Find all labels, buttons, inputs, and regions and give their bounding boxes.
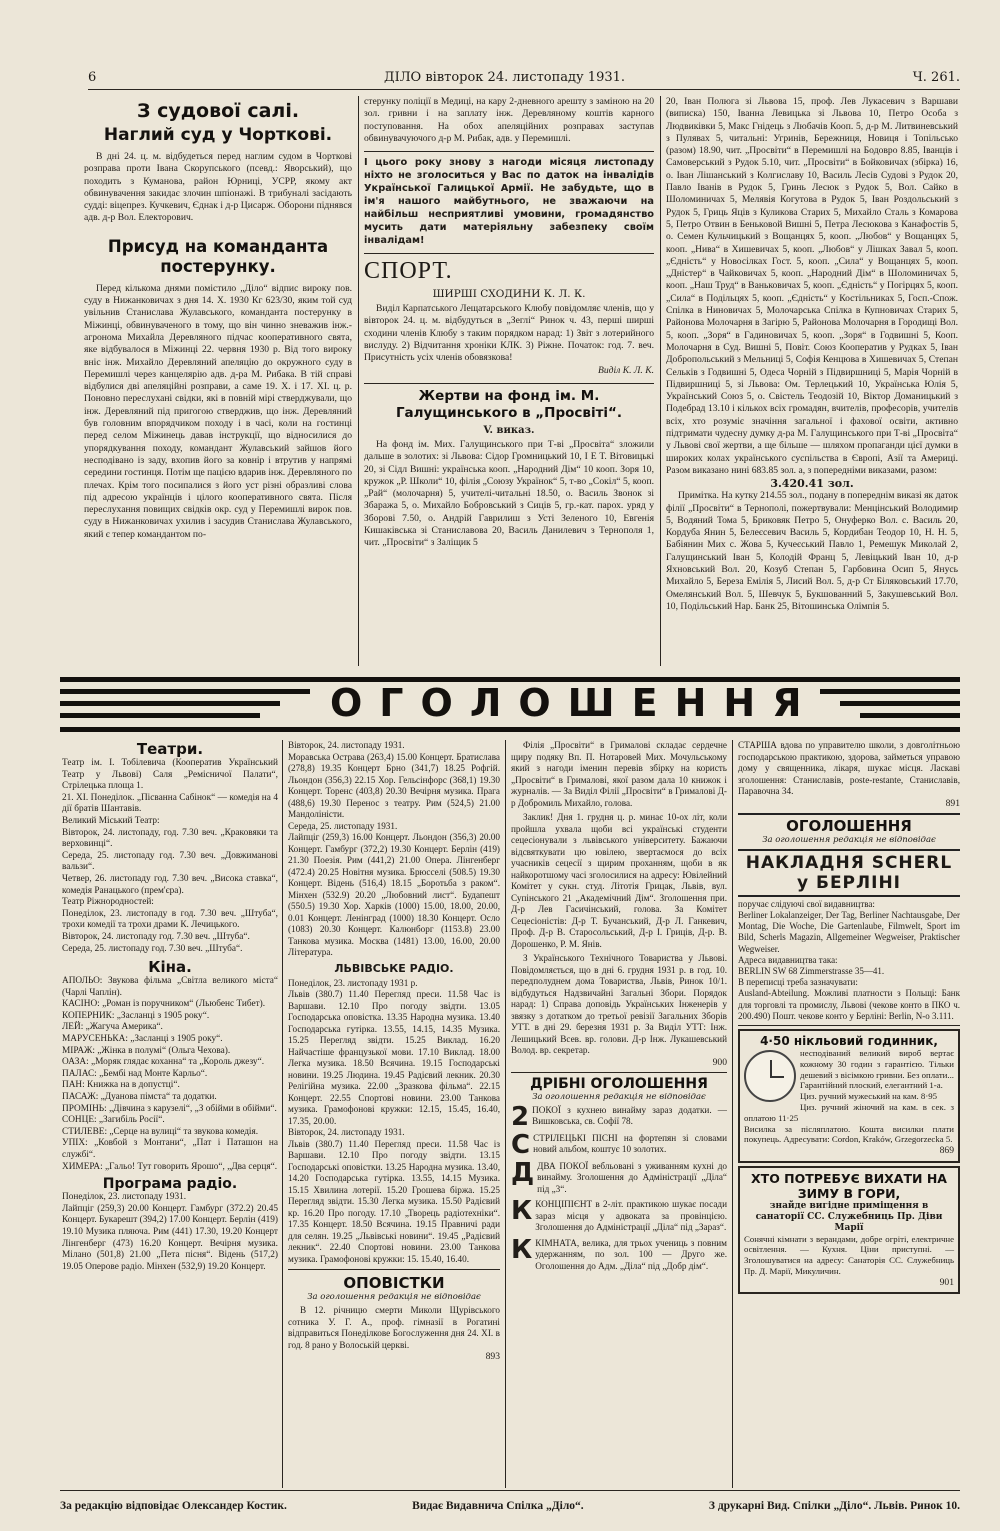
notice-number: 900: [712, 1056, 727, 1068]
drop-cap: 2: [511, 1104, 530, 1129]
paragraph: В дні 24. ц. м. відбудеться перед наглим судом в Чорткові розправа проти Івана Скорупського (псевд.: Яворський), що походить з Куманова, район Юрниці, УСРР, якому акт обвинувачення закидає злочин шпіонажі. В трибуналі засідають судді: віцепрез. Кучкевич, Єднак і д-р Цисарж. Оборони піднявся адв. д-р Вол. Електорович.: [84, 151, 352, 224]
small-ads-title: ДРІБНІ ОГОЛОШЕННЯ: [530, 1075, 708, 1092]
column-rule: [358, 96, 359, 666]
small-ad-text: ДВА ПОКОЇ вебльовані з уживанням кухні до винайму. Зголошення до Адміністрації „Діла“ під „3“.: [537, 1160, 727, 1194]
article-title-chortkiv: Наглий суд у Чорткові.: [103, 125, 333, 145]
lviv-radio-title: ЛЬВІВСЬКЕ РАДІО.: [334, 961, 454, 975]
paragraph: стерунку поліції в Медиці, на кару 2-дневного арешту з заміною на 20 зол. гривни і на заплату інж. Деревляному коштів карного поступовання. На обох апеляційних розправах заступав обвинувачуючого д-р М. Рибак, адв. у Перемишлі.: [364, 96, 654, 144]
small-ad: [511, 1238, 727, 1273]
scherl-title: НАКЛАДНЯ SCHERL у БЕРЛІНІ: [738, 849, 960, 897]
theaters-text: Театр ім. І. Тобілевича (Кооператив Український Театр у Львові) Саля „Ремісничої Палати“, Стрілецька площа 1. 21. XI. Понеділок. „Пісванна Сабінок“ — комедія на 4 дії братів Шантавів. Великий Міський Театр: Вівторок, 24. листопаду, год. 7.30 веч. „Краковяки та верховинці“. Середа, 25. листопаду год. 7.30 веч. „Довжиманові вальзи“. Четвер, 26. листопаду год. 7.30 веч. „Висока ставка“, комедія Ранацького (прем'єра). Театр Ріжнородностей: Понеділок, 23. листопаду в год. 7.30 веч. „Штуба“, трохи комедії та трохи драми К. Лечицького. Вівторок, 24. листопаду год. 7.30 веч. „Штуба“. Середа, 25. листопаду год. 7.30 веч. „Штуба“.: [62, 758, 278, 954]
paragraph: Філія „Просвіти“ в Грималові складає сердечне щиру подяку Вп. П. Нотаровей Мих. Мочульському який з нагоди іменин перевів збірку на користь „Просвіти“ в Грималові, якої разом дала 10 книжок і журналів. — За Виділ Філії „Просвіти“ в Грималові Д-р Добромиль Михайло, голова.: [511, 740, 727, 808]
secession-appeal: [511, 812, 727, 950]
technical-society-notice: [511, 953, 727, 1057]
article-title-verdict: Присуд на команданта постерунку.: [107, 236, 329, 276]
footer-editor: За редакцію відповідає Олександер Костик.: [60, 1500, 287, 1512]
banner-stripe: [60, 713, 260, 718]
fund-subtitle: V. виказ.: [483, 424, 535, 436]
article-text-verdict: [84, 283, 352, 541]
page-number: 6: [88, 70, 97, 85]
paragraph: З Українського Технічного Товариства у Львові. Повідомляється, що в дні 6. грудня 1931 р. в год. 10. передполуднем дома Товариства, Львів, Ринок 10/1. відбудуться Надзвичайні Загальні Збори. Порядок нарад: 1) Справа доповідь Українських Інженерів у звязку з дотатком до третьої ревізії Загальних Зборів УТТ. в дні 29. березня 1931 р. За Виділ УТТ: Інж. Лешицький Всев. вр. голови. Д-р Інж. Лукашевський Волод. вр. секретар.: [511, 953, 727, 1055]
fund-title: Жертви на фонд ім. М. Галущинського в „Просвіті“.: [395, 387, 623, 421]
sanatorium-title: ХТО ПОТРЕБУЄ ВИХАТИ НА ЗИМУ В ГОРИ,: [751, 1170, 947, 1201]
fund-total: 3.420.41 зол.: [770, 477, 854, 491]
page-header: [88, 70, 960, 90]
sanatorium-number: 901: [939, 1276, 954, 1288]
column-rule: [660, 96, 661, 666]
section-title-court: З судової салі.: [136, 100, 300, 122]
footer-printer: З друкарні Вид. Спілки „Діло“. Львів. Ринок 10.: [708, 1500, 960, 1512]
announcement-number: 893: [485, 1351, 500, 1362]
banner-stripe: [840, 701, 960, 706]
column-rule: [505, 740, 506, 1488]
watch-ad: [738, 1029, 960, 1162]
ads-banner: [60, 673, 960, 733]
radio-title: Програма радіо.: [102, 1176, 238, 1193]
small-ads-disclaimer: За оголошення редакція не відповідає: [532, 1091, 706, 1102]
column-rule: [732, 740, 733, 1488]
banner-stripe: [60, 727, 960, 732]
fund-list: [666, 96, 958, 477]
divider: [364, 253, 654, 254]
divider: [738, 1025, 960, 1026]
paragraph: В 12. річницю смерти Миколи Щурівського сотника У. Г. А., проф. гімназії в Рогатині відправиться Понеділкове Богослуження дня 24. XI. в год. 8 рано у Волоській церкві.: [288, 1305, 500, 1350]
cinema-title: Кіна.: [148, 958, 192, 977]
ads-banner-title: ОГОЛОШЕННЯ: [330, 681, 819, 725]
paragraph: На фонд ім. Мих. Галущинського при Т-ві „Просвіта“ зложили дальше в золотих: зі Львова: Сідор Громницький 10, І Е Т. Вітовицькі 20, зі Сідл Вишні: українська кооп. „Народний Дім“ 10 кооп. Зоря 10, кружок „Р. Школи“ 10, філія „Союзу Українок“ 5, т-во „Сокіл“ 5, кооп. „Рай“ (молочарня) 5, учителі-читальні 18.50, о. Василь Звонок зі Збаража 5, о. Михайло Бобровський з Сиців 5, гр.-кат. парох. уряд у Зборові 7.50, о. Андрій Гаврилиш з Усті Зеленого 10, Евгенія Кишаківська зі Станиславова 20, Василь Данилевич з Тернополя 1, чит. „Просвіти“ з Заліщик 5: [364, 438, 654, 549]
fund-text: [364, 439, 654, 550]
divider: [511, 1072, 727, 1073]
article-text-chortkiv: [84, 151, 352, 225]
paragraph: Заклик! Дня 1. грудня ц. р. минає 10-ох літ, коли пройшла ухвала щоби всі українські студенти сецесіонували з львівського університету. Бажаючи відсвяткувати цю ювілею, звертаємося до всіх учасників сецесії з щирим проханням, щоби в як найкоротшому часі зголосилися на адресу: Ювілейний Комітет у сукн. студ. Літотія Грицак, Львів, вул. Супінського 21 „Академічний Дім“. Зголошення при. Д-р Лев Гасичінський, голова. За Комітет Сецесіоністів: Д-р Т. Бучанський, Д-р Л. Ганкевич, Проф. Д-р В. Старосольський, Д-р І. Гриців, Д-р. В. Дорошенко, Р. М. Янів.: [511, 812, 727, 949]
issue-number: Ч. 261.: [912, 70, 960, 85]
ad-number: 891: [945, 797, 960, 809]
sanatorium-ad: [738, 1166, 960, 1294]
small-ad-text: СТРІЛЕЦЬКІ ПІСНІ на фортепян зі словами новий альбом, коштує 10 золотих.: [533, 1132, 727, 1155]
pocket-watch-icon: [744, 1050, 796, 1102]
ads-column-4: [738, 740, 960, 1488]
divider: [364, 383, 654, 384]
paragraph: Виділ Карпатського Лещатарського Клюбу повідомляє членів, що у вівторок 24. ц. м. відбудуться в „Зеглі“ Ринок ч. 43, перші ширші сходини членів Клюбу з таким порядком нарад: 1) Звіт з лотерийного вислуду. 2) Відчитання хроніки КЛК. 3) Ріжне. Початок: год. 7. веч. Присутність усіх членів обовязкова!: [364, 303, 654, 364]
announcements-text: [288, 1305, 500, 1351]
announcements-header: ОГОЛОШЕННЯ: [738, 813, 960, 835]
paragraph: 20, Іван Полюга зі Львова 15, проф. Лев Лукасевич з Варшави (виписка) 150, Іванна Левицька зі Львова 10, Петро Особа з Людвиківки 5, Макс Гнідець з Любачів Кооп. 5, д-р М. Литвиневський з Пулявах 5, читальні: Угринів, Бережниця, Новиця і Топільсько (разом) 18.90, чит. „Просвіти“ в Перемишлі на Бодовро 8.85, Іванців і Самоверський з Рудок 5.10, чит. „Просвіти“ в Бойковичах (збірка) 16, о. Іван Лішанський з Колгиславу 10, Василь Лесів Судові з Рудок 20, Павло Іванів в Рудок 5, Гринь Лесюк з Рудок 5, Вол. Сайко в Шоломиничах 5, Мелявія Когутова в Рудок 5, Іван Роздольський з Рудок 5, Гриць Яців з Куликова Старих 5, Михайло Сталь з Комарова 5, Петро Отвин в Беньковой Вишні 5, Петра Лесюкова з Канафостів 5, о. Семен Кульчицький з Вощанцях 5, кооп. „Любов“ у Вощанцях 5, кооп. „Нива“ в Хишевичах 5, кооп. „Любов“ у Лішках Завал 5, кооп. „Єдність“ у Новосілках Гост. 5, кооп. „Сила“ у Вощанцях 5, кооп. „Дністер“ в Чайковичах 5, кооп. „Народний Дім“ в Шоломиничах 5, кооп. „Наш Труд“ в Ваньковичах 5, кооп. „Єдність“ у Погірцях 5, кооп. „Сила“ в Подільцях 5, кооп. „Єдність“ у Костільниках 5, Госп.-Спож. Спілка в Ниновичах 5, Молочарська Спілка в Купновичах Старих 5, Районова Молочарня в Загірю 5, Районова Молочарня в Городищі Вол. 5, кооп. „Зоря“ в Гадиновичах 5, кооп. „Зоря“ в Годвишні 5, Кооп. Молочарня в Суд. Вишні 5, Повіт. Союз Кооператив у Рудках 5, Іван Добропольський з Мельниці 5, Софія Кенцюва в Хишевичах 5, Степан Сельків з Годвишні 5, Одеса Чорній з Підвиршниці 5, Марія Чорній в Підвиршниці 5, зі Львова: Ом. Терлецький 10, Українська Юлія 5, Український Союз 5, о. Свістель Теодозій 10, Віктор Доманицький з Подебрад 13.10 і кількох всіх громадян, вчителів, професорів, учителів всіх, хто розуміє значіння загальної і фахової освіти, активно підтримати чудесну думку д-ра М. Галущинського при Т-ві „Просвіта“ у Львові свої жертви, а ще більше — шляхом пропаганди цієї думки в широких колах українського суспільства в Європі, Азії та Америці. Разом виказано нині 683.85 зол. а, з попередніми виказами, разом:: [666, 96, 958, 476]
banner-stripe: [60, 689, 310, 694]
small-ad-text: ПОКОЇ з кухнею винайму зараз додатки. — Вишковська, св. Софії 78.: [532, 1104, 727, 1127]
drop-cap: С: [511, 1132, 531, 1157]
paragraph: СТАРША вдова по управителю школи, з довголітньою господарською практикою, здорова, займеться управою дому у священника, лікаря, шукає місця. Ласкаві зголошення: Станиславів, poste-restante, Станиславів, Паравочна 34.: [738, 740, 960, 796]
small-ad: [511, 1199, 727, 1234]
footer-publisher: Видає Видавнича Спілка „Діло“.: [412, 1500, 584, 1512]
article-continuation: [364, 96, 654, 145]
watch-ad-text: несподіваний великий вироб вертає кожному 30 годин з гарантією. Тільки дешевий з вісімкою гривни. Без оплати... Гарантійний плоский, елегантний 1-а. Циз. ручний мужеський на кам. 8·95 Циз. ручний жіночий на кам. в сек. з оплатою 11·25 Висилка за післяплатою. Кошта висилки плати покупець. Адресувати: Cordon, Kraków, Grzegorzecka 5.: [744, 1048, 954, 1145]
widow-ad: [738, 740, 960, 798]
small-ad: [511, 1161, 727, 1196]
drop-cap: К: [511, 1237, 533, 1265]
announcements-disclaimer: За оголошення редакція не відповідає: [307, 1292, 481, 1302]
ads-column-3: [511, 740, 727, 1488]
page-footer: [60, 1494, 960, 1518]
divider: [364, 151, 654, 152]
small-ad-text: КОНЦІПІЄНТ в 2-літ. практикою шукає посади зараз місця у адвоката за провінцією. Зголошення до Адміністрації „Діла“ під „Зараз“.: [535, 1199, 727, 1233]
small-ad-text: КІМНАТА, велика, для трьох учениць з повним удержанням, по зол. 100 — Друго же. Оголошення до Адм. „Діла“ під „Добр дім“.: [535, 1237, 727, 1271]
announcements-header-disclaimer: За оголошення редакція не відповідає: [762, 834, 936, 845]
scherl-text: поручає слідуючі свої видавництва: Berliner Lokalanzeiger, Der Tag, Berliner Nachtausgabe, Der Montag, Die Woche, Die Gartenlaube, Filmwelt, Sport im Bild, Scherls Magazin, Allgemeiner Wegweiser, Praktischer Wegweiser. Адреса видавництва така: BERLIN SW 68 Zimmerstrasse 35—41. В переписці треба зазначувати: Ausland-Abteilung. Можливі платности з Польщі: Банк для торговлі та промислу, Львові (чекове конто в ПКО ч. 200.490) Пошт. чекове конто у Берліні: Berlin, N-o 3.111.: [738, 898, 960, 1021]
article-column-2: [364, 96, 654, 666]
theaters-title: Театри.: [136, 740, 204, 758]
article-column-3: [666, 96, 958, 666]
sanatorium-text: Сонячні кімнати з верандами, добре огріті, електричне освітлення. — Кухня. Ціни приступні. — Зголошуватися на адресу: Санаторія СС. Служебниць Пр. Д. Марії, Микуличин.: [744, 1233, 954, 1276]
fund-note: [666, 490, 958, 613]
drop-cap: К: [511, 1199, 533, 1227]
ads-column-2: [288, 740, 500, 1488]
banner-stripe: [60, 701, 280, 706]
radio-program-text: Вівторок, 24. листопаду 1931. Моравська Острава (263,4) 15.00 Концерт. Братислава (278,8) 19.35 Концерт Брно (341,7) 18.25 Рофгій. Льондон (356,3) 22.15 Хор. Гельсінфорс (368,1) 19.30 Концерт. Торенс (403,8) 20.30 Вечірня музика. Прага (488,6) 19.30 Перенос з театру. Рим (524,5) 21.00 Мандоліністи. Середа, 25. листопаду 1931. Лайпціг (259,3) 16.00 Концерт. Льондон (356,3) 20.00 Концерт. Гамбург (372,2) 19.30 Концерт. Берлін (419) 21.30 Поезія. Рим (441,2) 21.00 Опера. Лінгенберг (472.4) 20.25 Новітня музика. Брюсселі (508.5) 19.30 Концерт. Відень (516,4) 18.15 „Боротьба з раком“. Мінхен (532.9) 20.20 „Любовний лист“. Будапешт (550.5) 19.30 Хор. Харків (1000) 15.00, 18.00, 20.00, 0.01 Концерт. Ленінград (1000) 18.30 Концерт. Осло (1083) 20.30 Концерт. Калюнборг (1153.8) 23.00 Танкова музика. Москва (1481) 13.00, 16.00, 20.00 Література.: [288, 740, 500, 957]
drop-cap: Д: [511, 1160, 535, 1188]
banner-stripe: [860, 713, 960, 718]
sport-subtitle: ШИРШІ СХОДИНИ К. Л. К.: [432, 288, 586, 301]
sport-signature: Виділ К. Л. К.: [598, 364, 654, 376]
radio-text: Понеділок, 23. листопаду 1931. Лайпціг (259,3) 20.00 Концерт. Гамбург (372.2) 20.45 Концерт. Букарешт (394,2) 17.00 Концерт. Берлін (419) 19.10 Музика пляюча. Рим (441) 17.30, 19.20 Концерт Лінгенберг (473) 16.20 Концерт. Вечірня музика. Мілано (501,8) 21.00 „Пета пісня“. Відень (517,2) 19.05 Оперове радіо. Мінхен (532,9) 19.20 Концерт.: [62, 1192, 278, 1272]
sport-text: [364, 303, 654, 364]
cinema-text: АПОЛЬО: Звукова фільма „Світла великого міста“ (Чарлі Чаплін). КАСІНО: „Роман із поручником“ (Льюбенс Тибет). КОПЕРНИК: „Засланці з 1905 року“. ЛЕЙ: „Жагуча Америка“. МАРУСЕНЬКА: „Засланці з 1905 року“. МІРАЖ: „Жінка в полумі“ (Ольга Чехова). ОАЗА: „Моряк глядає коханна“ та „Король джезу“. ПАЛАС: „Бембі над Монте Карльо“. ПАН: Книжка на в допустці“. ПАСАЖ: „Дуанова пімста“ та додатки. ПРОМІНЬ: „Дівчина з карузелі“, „З обійми в обійми“. СОНЦЕ: „Загибіль Росії“. СТИЛЕВЕ: „Серце на вулиці“ та звукова комедія. УПІХ: „Ковбой з Монтани“, „Пат і Паташон на службі“. ХИМЕРА: „Гальо! Тут говорить Ярошо“, „Два серця“.: [62, 976, 278, 1172]
watch-ad-number: 869: [939, 1145, 954, 1157]
ads-column-1: [62, 740, 278, 1488]
small-ad: [511, 1105, 727, 1129]
footer-rule: [60, 1490, 960, 1491]
prosvita-thanks: [511, 740, 727, 809]
column-rule: [282, 740, 283, 1488]
masthead: ДІЛО вівторок 24. листопаду 1931.: [384, 70, 626, 85]
sanatorium-subtitle: знайде вигідне приміщення в санаторії СС. Служебниць Пр. Діви Марії: [755, 1200, 943, 1233]
sport-title: СПОРТ.: [364, 258, 453, 285]
lviv-radio-text: Понеділок, 23. листопаду 1931 р. Львів (380.7) 11.40 Перегляд преси. 11.58 Час із Варшави. 12.10 Про погоду звідти. 13.05 Господарська оповістка. 13.35 Народна музика. 13.40 Господарська гутірка. 13.55, 14.15, 14.35 Музика. 15.25 Перегляд звідти. 15.25 Виклад. 16.20 Найчастіше французької мови. 17.10 Виклад. 18.00 Легка музика. 18.50 Всячина. 19.15 Господарські новини. 19.25 Людина. 19.45 Радієвий лекник. 20.30 Релігійна музика. 22.00 „Зразкова фільма“. 22.15 Концерт. 22.55 Спортові новини. 23.00 Танкова музика. Грамофонові кружки: 12.15, 15.45, 16.40, 17.35, 20.00. Вівторок, 24. листопаду 1931. Львів (380.7) 11.40 Перегляд преси. 11.58 Час із Варшави. 12.10 Про погоду звідти. 13.15 Господарські оповістки. 13.25 Народна музика. 13.40, 14.20 Господарська гутірка. 13.55, 14.15 Музика. 15.15 Хвилина лотерії. 15.20 Грошева біржа. 15.25 Перегляд звідти. 15.30 Легка музика. 15.50 Радієвий кр. 16.20 Про погоду. 17.10 „Творець радіотехніки“. 17.35 Концерт. 18.50 Всячина. 19.15 Правничі ради для селян. 19.25 „Львівські новини“. 19.45 „Радієвий лекник“. 22.40 Спортові новини. 23.00 Танкова музика. Грамофонові кружки: 15. 15.40, 16.40.: [288, 977, 500, 1264]
paragraph: Перед кількома днями помістило „Діло“ відпис вироку пов. суду в Нижанковичах з дня 14. X. 1930 Кг 623/30, яким той суд увільнив Станислава Жулавського, команданта постерунку в Міжинці, обвинуваченого в тому, що він чинно зневажив інж.-агронома Михайла Деревляного підчас кооперативного свята, яке відбувалося в Міжинці 22. червня 1930 р. Від того вироку вніс інж. Михайло Деревляний апеляцію до окружного суду в Перемишлі через канцелярію адв. д-ра М. Рибака. В тій справі відбулися дві апеляційні розправи, а саме 19. X. і 17. XI. ц. р. Поновно переслухані свідки, які в повній мірі стверджували, що інж. Деревляний під пригогою стверджив, що інж. Деревляний був головним впорядчиком походу і в часі, коли на гостинці перед селом Міжинець давав інструкції, що відносилися до упорядкування походу, командант Жулавський зайшов його несподівано із заду, вхопив його за ковнір і втрутив у напрямі середини гостинця. Потім ще пацією вдарив інж. Деревляного по плечах. Крім того посипалися з його уст різні образливі слова під адресою українців і цілого кооперативного свята. Після переслухання повищих свідків окр. суд у Перемишлі вирок пов. суду в Нижанковичах ухилив і засудив Станислава Жулавського, який є тепер командантом по-: [84, 282, 352, 540]
divider: [288, 1269, 500, 1270]
article-column-1: [84, 96, 352, 666]
invalids-appeal: І цього року знову з нагоди місяця листопаду ніхто не зголоситься у Вас по даток на інвалідів Української Галицької Армії. Не забудьте, що в ім'я нашого майбутнього, не зважаючи на найбільш несприятливі умовини, громадянство мусить дати матеріяльну забезпеку своїм інвалідам!: [364, 157, 654, 247]
announcements-title: ОПОВІСТКИ: [343, 1274, 445, 1292]
watch-ad-title: 4·50 нікльовий годинник,: [760, 1034, 938, 1049]
paragraph: Примітка. На кутку 214.55 зол., подану в попереднім виказі як даток філії „Просвіти“ в Тернополі, пожертвували: Менцінський Володимир 5, Водяний Тома 5, Бриковяк Петро 5, Онуферко Вол. с. Василь 20, Кордуба Янин 5, Белеєсевич Василь 5, Кордибан Теодор 10, Н. Н. 5, Бабіянин Мих с. Жова 5, Кучеєський Павло 1, Ремешук Миколай 2, Галущинський Іван 5, Колодій Франц 5, Левіцький Іван 10, д-р Яхновський Вол. 20, Козуб Степан 5, Гарбовина Осип 5, Янусь Михайло 5, Береза Емілія 5, Лисий Вол. 5, д-р Ст Біляковський 17.70, Омелянський Вол. 5, Шевчук 5, Букшованний 5, Закушевський Вол. 10, Подільський Нар. Банк 25, Вітошинська Олімпія 5.: [666, 490, 958, 612]
small-ad: [511, 1133, 727, 1157]
banner-stripe: [820, 689, 960, 694]
